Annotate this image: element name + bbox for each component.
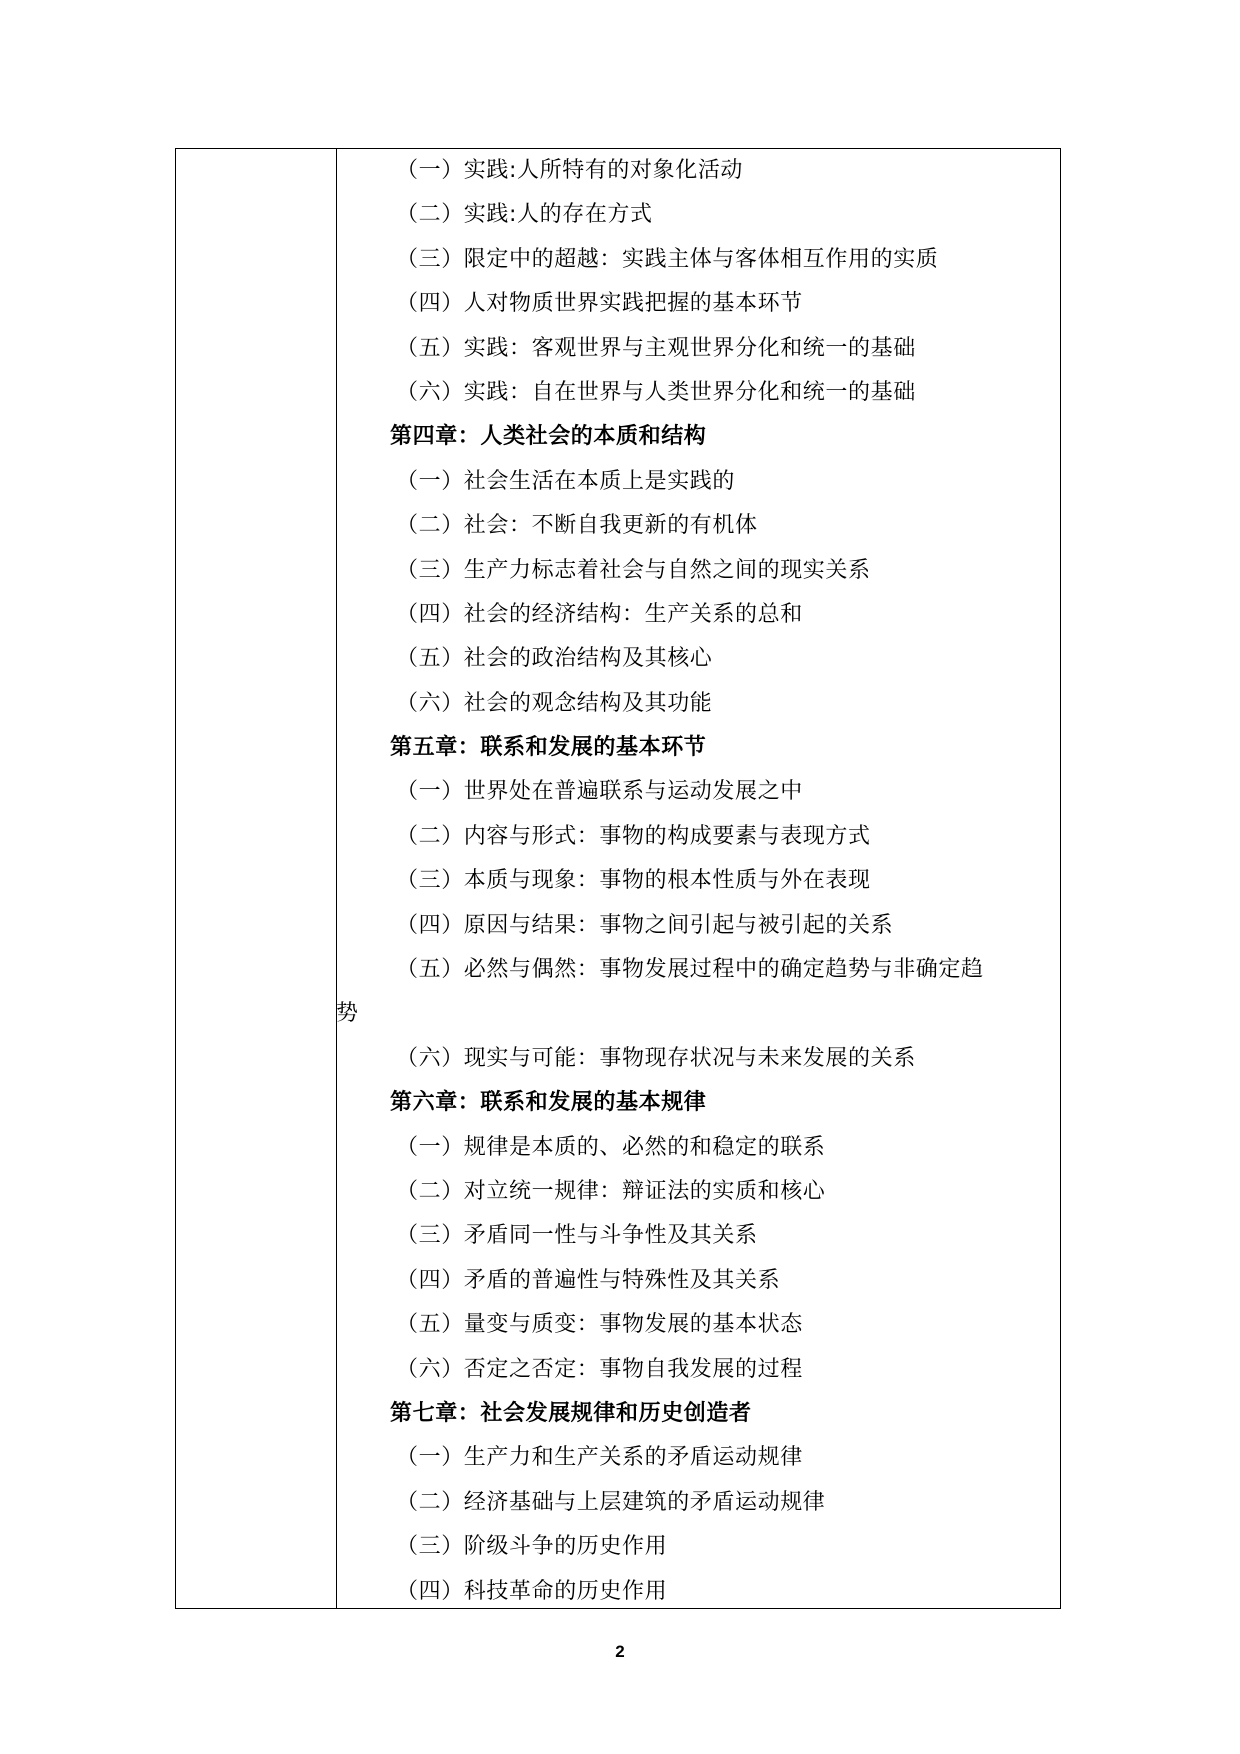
list-item: （四）原因与结果：事物之间引起与被引起的关系 — [396, 912, 894, 938]
list-item: （五）实践：客观世界与主观世界分化和统一的基础 — [396, 335, 916, 361]
chapter-heading: 第七章：社会发展规律和历史创造者 — [390, 1400, 752, 1426]
list-item: （四）社会的经济结构：生产关系的总和 — [396, 601, 803, 627]
list-item: （一）社会生活在本质上是实践的 — [396, 468, 736, 494]
list-item: （三）本质与现象：事物的根本性质与外在表现 — [396, 868, 871, 894]
list-item: （四）人对物质世界实践把握的基本环节 — [396, 291, 803, 317]
list-item: （一）世界处在普遍联系与运动发展之中 — [396, 779, 803, 805]
list-item-continuation: 势 — [336, 1001, 359, 1027]
page-number: 2 — [615, 1642, 625, 1661]
table-content-cell — [336, 149, 1060, 1608]
list-item: （二）实践:人的存在方式 — [396, 202, 653, 228]
list-item: （三）矛盾同一性与斗争性及其关系 — [396, 1223, 758, 1249]
list-item: （六）现实与可能：事物现存状况与未来发展的关系 — [396, 1045, 916, 1071]
list-item: （二）内容与形式：事物的构成要素与表现方式 — [396, 823, 871, 849]
list-item: （三）生产力标志着社会与自然之间的现实关系 — [396, 557, 871, 583]
list-item: （一）实践:人所特有的对象化活动 — [396, 158, 744, 183]
chapter-heading: 第四章：人类社会的本质和结构 — [390, 424, 707, 450]
list-item: （六）否定之否定：事物自我发展的过程 — [396, 1356, 803, 1382]
list-item: （一）生产力和生产关系的矛盾运动规律 — [396, 1445, 803, 1471]
syllabus-table — [175, 148, 1061, 1609]
list-item: （二）经济基础与上层建筑的矛盾运动规律 — [396, 1489, 826, 1515]
list-item: （五）量变与质变：事物发展的基本状态 — [396, 1312, 803, 1338]
list-item: （五）必然与偶然：事物发展过程中的确定趋势与非确定趋 — [396, 957, 984, 983]
list-item: （一）规律是本质的、必然的和稳定的联系 — [396, 1134, 826, 1160]
list-item: （二）社会：不断自我更新的有机体 — [396, 513, 758, 539]
list-item: （三）阶级斗争的历史作用 — [396, 1534, 668, 1560]
list-item: （五）社会的政治结构及其核心 — [396, 646, 713, 672]
chapter-heading: 第六章：联系和发展的基本规律 — [390, 1090, 707, 1116]
list-item: （六）实践：自在世界与人类世界分化和统一的基础 — [396, 379, 916, 405]
list-item: （六）社会的观念结构及其功能 — [396, 690, 713, 716]
list-item: （三）限定中的超越：实践主体与客体相互作用的实质 — [396, 246, 939, 272]
list-item: （四）科技革命的历史作用 — [396, 1578, 668, 1604]
chapter-heading: 第五章：联系和发展的基本环节 — [390, 735, 707, 761]
list-item: （四）矛盾的普遍性与特殊性及其关系 — [396, 1267, 781, 1293]
list-item: （二）对立统一规律：辩证法的实质和核心 — [396, 1178, 826, 1204]
